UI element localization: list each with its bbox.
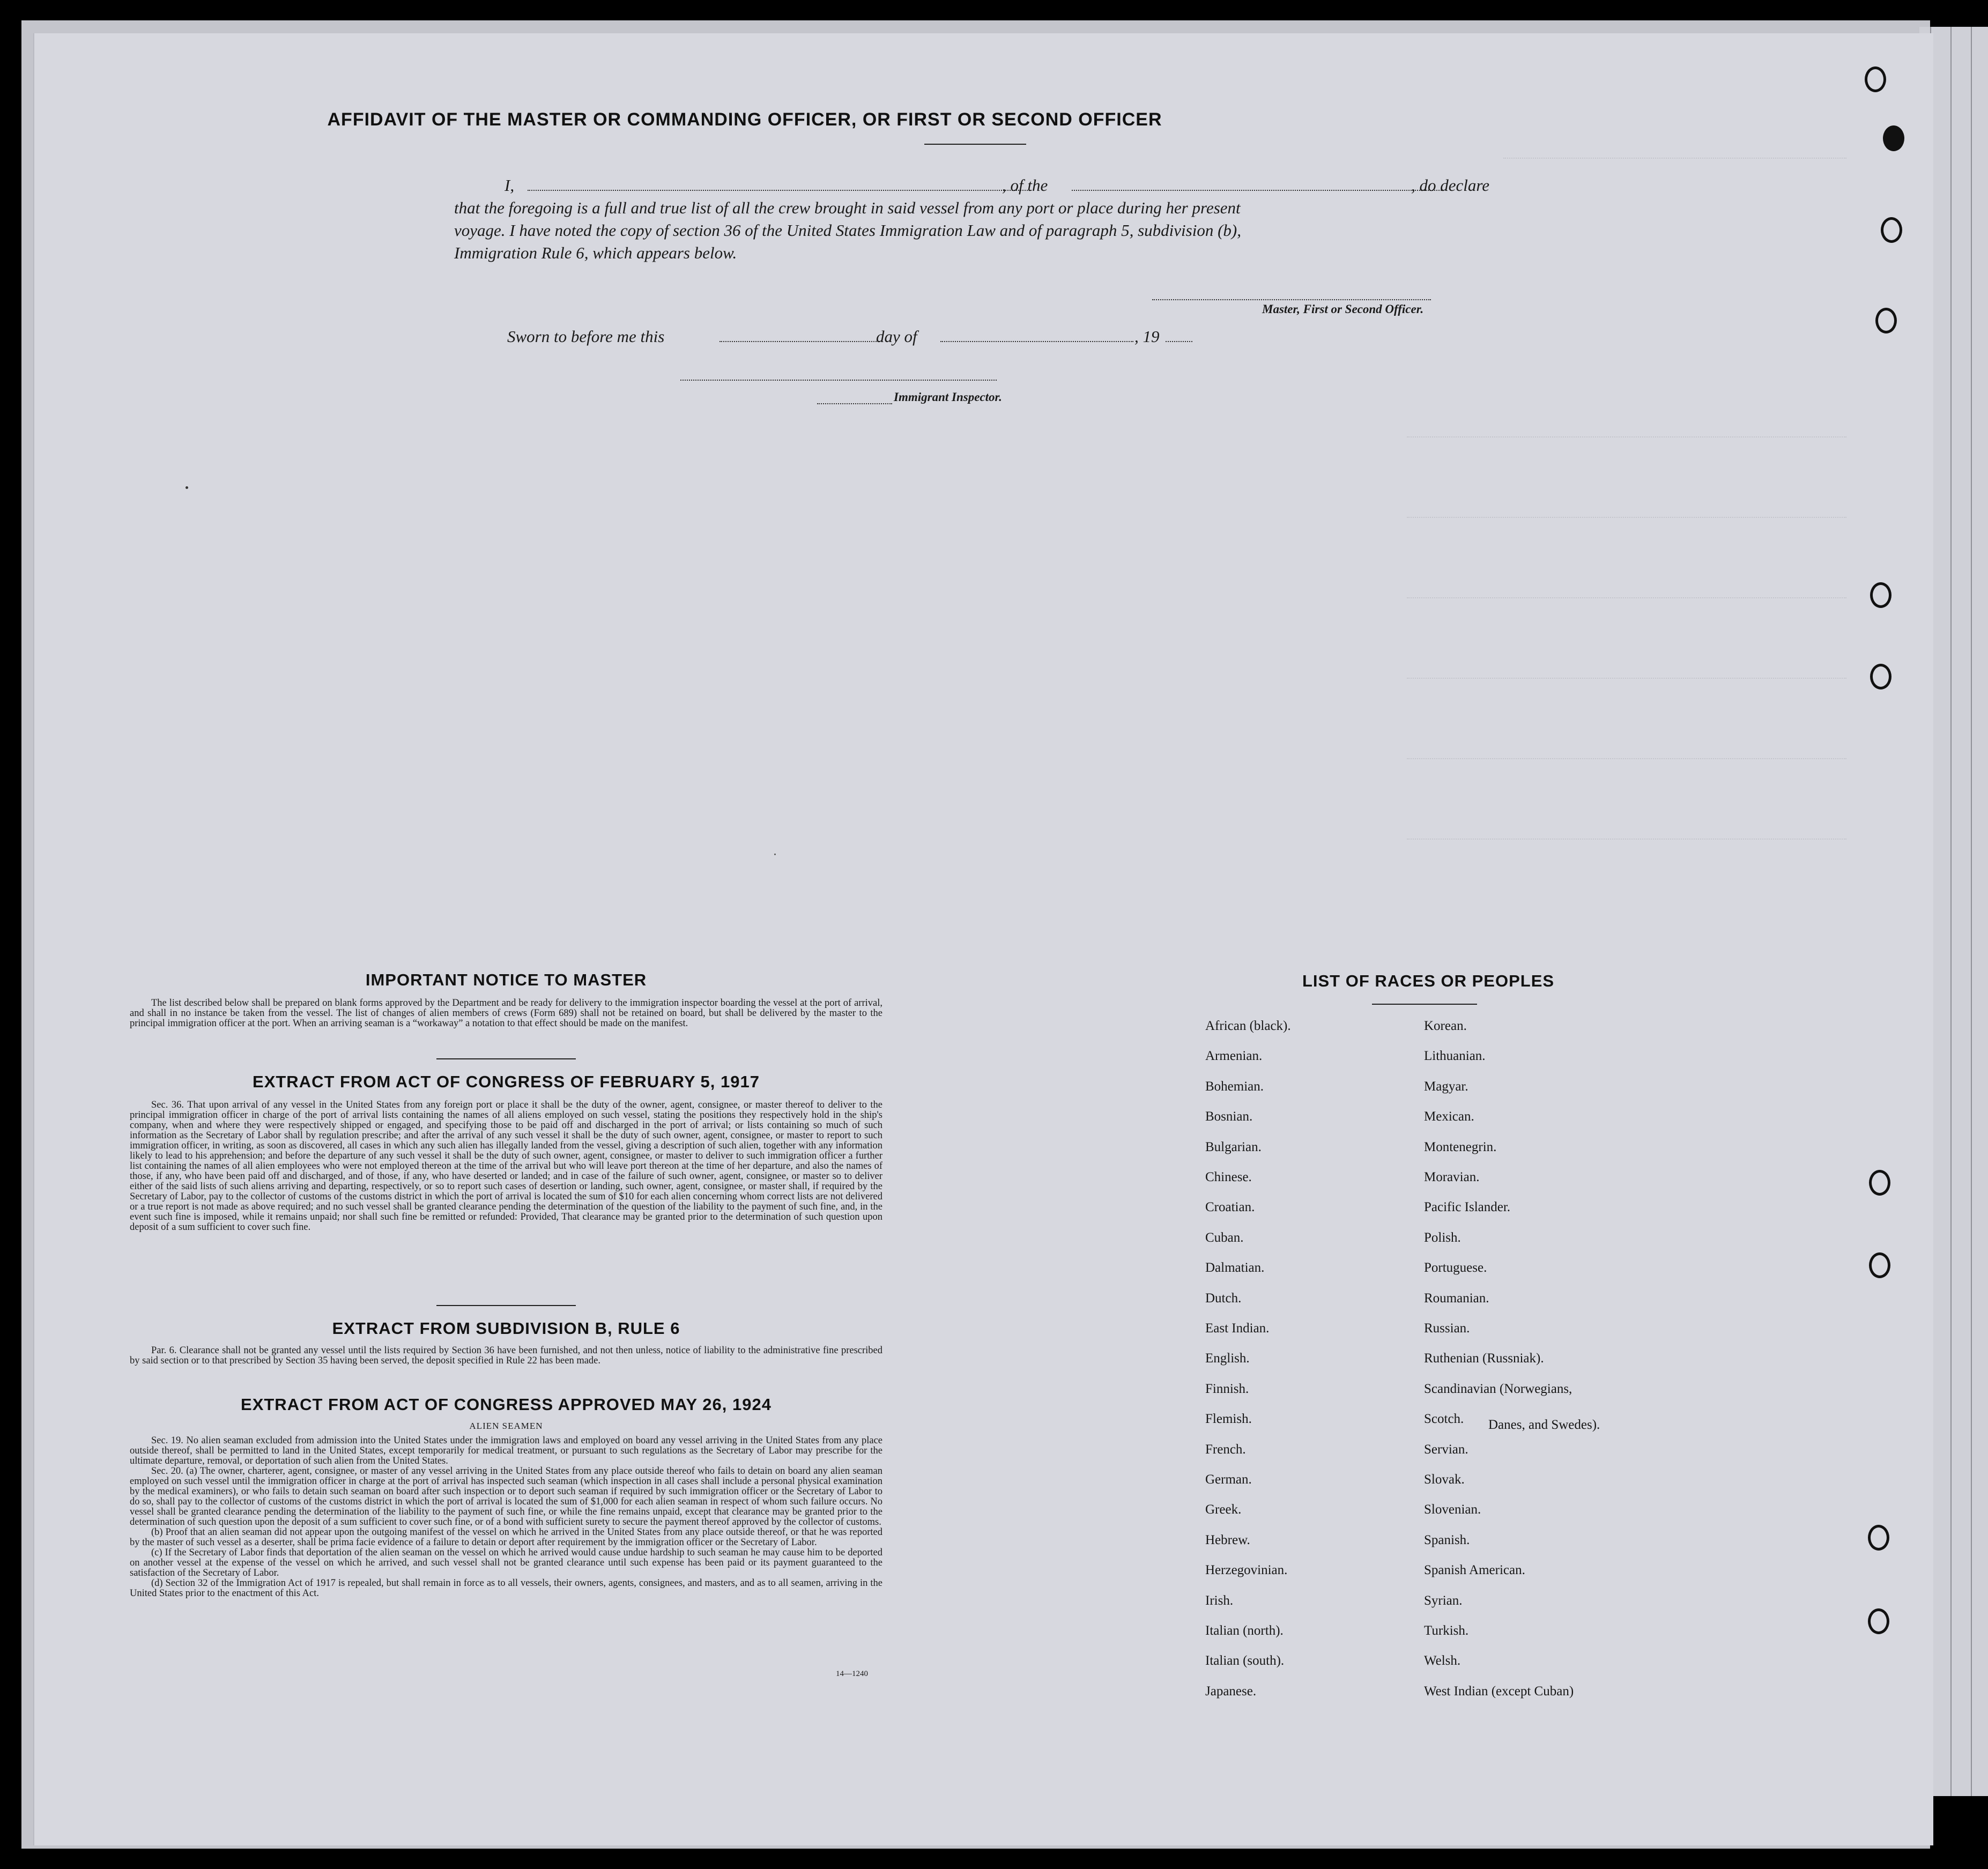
race-item: Hebrew. xyxy=(1205,1532,1250,1547)
race-item: Bosnian. xyxy=(1205,1109,1253,1124)
binder-hole xyxy=(1869,1252,1890,1278)
binder-hole xyxy=(1883,125,1904,151)
race-item: Greek. xyxy=(1205,1502,1242,1517)
race-item: Bohemian. xyxy=(1205,1079,1264,1094)
binder-hole xyxy=(1881,217,1902,243)
race-item: Montenegrin. xyxy=(1424,1139,1497,1154)
race-item: Finnish. xyxy=(1205,1381,1249,1396)
day-of-label: day of xyxy=(876,327,917,346)
name-blank xyxy=(528,190,1032,191)
sec-20a: Sec. 20. (a) The owner, charterer, agent, consignee, or master of any vessel arriving in the United States from any place outside thereof who fails to detain on board any alien seaman employed on such vessel until the immigration officer in charge at the port of arrival has inspected such seaman (which inspection in all cases shall include a personal physical examination by the medical examiners), or who fails to detain such seaman on board after such inspection or to deport such seaman if required by such immigration officer or the Secretary of Labor to do so, shall pay to the collector of customs of the customs district in which the port of arrival is located the sum of $1,000 for each alien seaman in respect of whom such failure occurs. No vessel shall be granted clearance pending the determination of the liability to the payment of such fine, or while the fine remains unpaid, except that clearance may be granted prior to the determination of such question upon the deposit of a sum sufficient to cover such fine, or of a bond with sufficient surety to secure the payment thereof approved by the collector of customs. xyxy=(130,1466,882,1527)
inspector-leader xyxy=(817,403,892,404)
title-underline xyxy=(924,144,1026,145)
inspector-label: Immigrant Inspector. xyxy=(894,390,1002,404)
race-item: African (black). xyxy=(1205,1019,1291,1033)
race-scandinavian-cont: Danes, and Swedes). xyxy=(1488,1418,1600,1432)
ink-speck xyxy=(186,486,188,489)
race-item: Cuban. xyxy=(1205,1230,1244,1245)
sec-20b: (b) Proof that an alien seaman did not appear upon the outgoing manifest of the vessel on which he arrived in the United States from any place outside thereof, or that he was reported by the master of such vessel as a deserter, shall be prima facie evidence of a failure to detain or deport after requirement by the immigration officer or the Secretary of Labor. xyxy=(130,1527,882,1548)
race-item: Servian. xyxy=(1424,1442,1468,1457)
race-item: Mexican. xyxy=(1424,1109,1474,1124)
affidavit-i-label: I, xyxy=(505,176,515,195)
binder-hole xyxy=(1865,66,1886,92)
affidavit-title: AFFIDAVIT OF THE MASTER OR COMMANDING OFFICER, OR FIRST OR SECOND OFFICER xyxy=(327,109,1162,130)
race-item: Spanish. xyxy=(1424,1532,1470,1547)
race-item: French. xyxy=(1205,1442,1246,1457)
race-item: Slovenian. xyxy=(1424,1502,1481,1517)
races-underline xyxy=(1372,1004,1477,1005)
race-item: Welsh. xyxy=(1424,1653,1461,1668)
affidavit-line-1: that the foregoing is a full and true list of all the crew brought in said vessel from any port or place during her present xyxy=(454,198,1241,217)
race-item: Armenian. xyxy=(1205,1049,1263,1064)
binder-hole xyxy=(1868,1525,1889,1551)
race-item: Magyar. xyxy=(1424,1079,1468,1094)
sec-20d: (d) Section 32 of the Immigration Act of 1917 is repealed, but shall remain in force as to all vessels, their owners, agents, consignees, and masters, and as to all seamen, arriving in the United States prior to the enactment of this Act. xyxy=(130,1578,882,1599)
notice-text: The list described below shall be prepared on blank forms approved by the Department and be ready for delivery to the immigration inspector boarding the vessel at the port of arrival, and shall in no instance be taken from the vessel. The list of changes of alien members of crews (Form 689) shall not be retained on board, but shall be delivered by the master to the principal immigration officer at the port. When an arriving seaman is a “workaway” a notation to that effect should be made on the manifest. xyxy=(130,998,882,1029)
race-item: Russian. xyxy=(1424,1321,1470,1336)
do-declare-label: , do declare xyxy=(1411,176,1490,195)
race-item: Polish. xyxy=(1424,1230,1461,1245)
inspector-signature-line xyxy=(680,380,997,381)
race-item: Dalmatian. xyxy=(1205,1260,1265,1275)
subdivision-text: Par. 6. Clearance shall not be granted any vessel until the lists required by Section 36 have been furnished, and not then unless, notice of liability to the administrative fine prescribed by said section or to that prescribed by Section 35 having been served, the deposit specified in Rule 22 has been made. xyxy=(130,1345,882,1366)
extract-1917-text: Sec. 36. That upon arrival of any vessel in the United States from any foreign port or place it shall be the duty of the owner, agent, consignee, or master thereof to deliver to the principal immigration officer in charge of the port of arrival lists containing the names of all aliens employed on such vessel, stating the positions they respectively hold in the ship's company, when and where they were respectively shipped or engaged, and specifying those to be paid off and discharged in the port of arrival; or lists containing so much of such information as the Secretary of Labor shall by regulation prescribe; and after the arrival of any such vessel it shall be the duty of such owner, agent, consignee, or master to report to such immigration officer, in writing, as soon as discovered, all cases in which any such alien has illegally landed from the vessel, giving a description of such alien, together with any information likely to lead to his apprehension; and before the departure of any such vessel it shall be the duty of such owner, agent, consignee, or master to deliver to such immigration officer a further list containing the names of all alien employees who were not employed thereon at the time of the arrival but who will leave port thereon at the time of her departure, and also the names of those, if any, who have been paid off and discharged, and of those, if any, who have deserted or landed; and in case of the failure of such owner, agent, consignee, or master so to deliver either of the said lists of such aliens arriving and departing, respectively, or so to report such cases of desertion or landing, such owner, agent, consignee, or master shall, if required by the Secretary of Labor, pay to the collector of customs of the customs district in which the port of arrival is located the sum of $10 for each alien concerning whom correct lists are not delivered or a true report is not made as above required; and no such vessel shall be granted clearance pending the determination of the question of the liability to the payment of such fine, and, in the event such fine is imposed, while it remains unpaid; nor shall such fine be remitted or refunded: Provided, That clearance may be granted prior to the determination of such question upon deposit of a sum sufficient to cover such fine. xyxy=(130,1100,882,1233)
sec-20c: (c) If the Secretary of Labor finds that deportation of the alien seaman on the vessel on which he arrived would cause undue hardship to such seaman he may cause him to be deported on another vessel at the expense of the vessel on which he arrived, and such vessel shall not be granted clearance until such expense has been paid or its payment guaranteed to the satisfaction of the Secretary of Labor. xyxy=(130,1547,882,1578)
binder-hole xyxy=(1870,664,1891,689)
day-blank xyxy=(719,341,880,342)
race-item: Slovak. xyxy=(1424,1472,1465,1487)
affidavit-line-3: Immigration Rule 6, which appears below. xyxy=(454,243,737,262)
race-item: German. xyxy=(1205,1472,1252,1487)
race-item: Italian (south). xyxy=(1205,1653,1285,1668)
sec-19: Sec. 19. No alien seaman excluded from admission into the United States under the immigration laws and employed on board any vessel arriving in the United States from any place outside thereof, shall be permitted to land in the United States, except temporarily for medical treatment, or pursuant to such regulations as the Secretary of Labor may prescribe for the ultimate departure, removal, or deportation of such alien from the United States. xyxy=(130,1435,882,1466)
race-item: Pacific Islander. xyxy=(1424,1200,1511,1215)
year-blank xyxy=(1166,341,1192,342)
race-item: Dutch. xyxy=(1205,1290,1242,1306)
race-item: Turkish. xyxy=(1424,1623,1469,1638)
ink-speck xyxy=(774,854,776,855)
race-item: Roumanian. xyxy=(1424,1290,1489,1306)
alien-seamen-subtitle: ALIEN SEAMEN xyxy=(469,1421,543,1431)
month-blank xyxy=(940,341,1133,342)
extract-1924-title: EXTRACT FROM ACT OF CONGRESS APPROVED MAY 26, 1924 xyxy=(241,1395,772,1414)
race-item: Irish. xyxy=(1205,1593,1234,1608)
vessel-blank xyxy=(1072,190,1442,191)
extract-1917-title: EXTRACT FROM ACT OF CONGRESS OF FEBRUARY 5, 1917 xyxy=(253,1072,760,1091)
race-item: Lithuanian. xyxy=(1424,1049,1486,1064)
master-signature-label: Master, First or Second Officer. xyxy=(1262,302,1424,316)
race-item: English. xyxy=(1205,1351,1250,1366)
notice-title: IMPORTANT NOTICE TO MASTER xyxy=(365,970,647,989)
subdivision-title: EXTRACT FROM SUBDIVISION B, RULE 6 xyxy=(332,1319,680,1338)
race-item: Chinese. xyxy=(1205,1170,1252,1184)
race-item: East Indian. xyxy=(1205,1321,1270,1336)
race-item: Flemish. xyxy=(1205,1412,1252,1427)
race-item: Korean. xyxy=(1424,1019,1467,1033)
of-the-label: , of the xyxy=(1002,176,1048,195)
race-item: Japanese. xyxy=(1205,1683,1257,1699)
year-label: , 19 xyxy=(1134,327,1160,346)
manifest-page xyxy=(33,33,1933,1845)
race-item: Portuguese. xyxy=(1424,1260,1487,1275)
binder-hole xyxy=(1868,1608,1889,1634)
race-item: Syrian. xyxy=(1424,1593,1463,1608)
race-item: Spanish American. xyxy=(1424,1563,1525,1578)
race-item: Croatian. xyxy=(1205,1200,1255,1215)
race-item: Moravian. xyxy=(1424,1170,1480,1184)
affidavit-line-2: voyage. I have noted the copy of section 36 of the United States Immigration Law and of paragraph 5, subdivision (b), xyxy=(454,221,1241,240)
race-item: Italian (north). xyxy=(1205,1623,1284,1638)
races-title: LIST OF RACES OR PEOPLES xyxy=(1302,971,1555,990)
master-signature-line xyxy=(1152,299,1431,300)
form-number: 14—1240 xyxy=(836,1670,868,1678)
divider xyxy=(436,1305,576,1306)
race-item: Bulgarian. xyxy=(1205,1139,1262,1154)
binder-hole xyxy=(1869,1170,1890,1196)
race-item: Scotch. xyxy=(1424,1412,1464,1427)
race-item: Herzegovinian. xyxy=(1205,1563,1288,1578)
divider xyxy=(436,1058,576,1059)
race-item: Ruthenian (Russniak). xyxy=(1424,1351,1544,1366)
race-item: Scandinavian (Norwegians, xyxy=(1424,1381,1572,1396)
race-item: West Indian (except Cuban) xyxy=(1424,1683,1574,1699)
binder-hole xyxy=(1875,308,1897,333)
extract-1924-text xyxy=(130,1436,882,1599)
sworn-label: Sworn to before me this xyxy=(507,327,665,346)
binder-hole xyxy=(1870,582,1891,608)
